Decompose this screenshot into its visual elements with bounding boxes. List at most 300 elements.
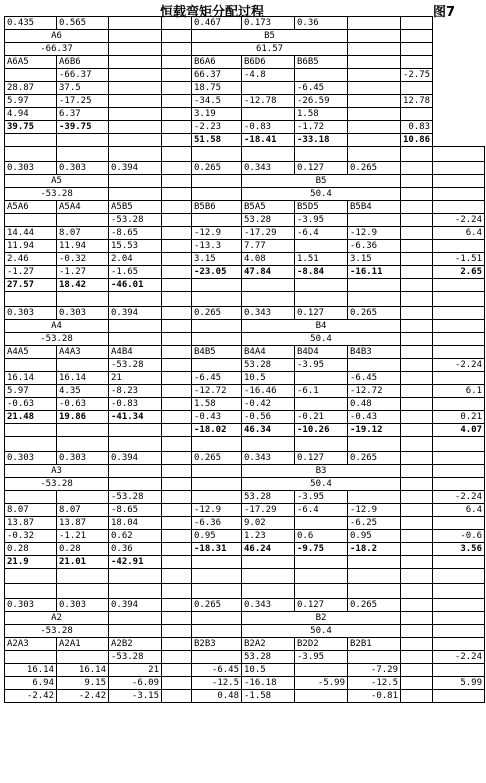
table-cell: -17.29 <box>242 504 295 517</box>
table-cell <box>109 30 162 43</box>
table-cell <box>162 346 192 359</box>
table-cell: 16.14 <box>5 372 57 385</box>
table-cell <box>401 175 433 188</box>
table-cell <box>162 162 192 175</box>
table-cell: 0.343 <box>242 162 295 175</box>
table-cell <box>433 333 485 346</box>
table-cell <box>162 201 192 214</box>
table-cell <box>401 690 433 703</box>
table-cell: 6.37 <box>57 108 109 121</box>
table-cell: 15.53 <box>109 240 162 253</box>
table-cell: -12.78 <box>242 95 295 108</box>
table-cell <box>401 201 433 214</box>
table-cell <box>433 279 485 292</box>
table-cell: -53.28 <box>109 359 162 372</box>
table-cell: -9.75 <box>295 543 348 556</box>
table-cell <box>162 372 192 385</box>
table-cell: 61.57 <box>192 43 348 56</box>
table-row <box>5 465 485 478</box>
moment-distribution-table <box>4 16 485 703</box>
table-cell <box>109 121 162 134</box>
table-cell: 0.303 <box>5 162 57 175</box>
table-cell <box>348 147 401 162</box>
table-cell <box>57 569 109 584</box>
table-cell <box>162 543 192 556</box>
table-cell: -0.42 <box>242 398 295 411</box>
table-cell <box>401 677 433 690</box>
table-cell <box>295 240 348 253</box>
table-cell <box>192 556 242 569</box>
table-cell <box>192 584 242 599</box>
table-cell: 0.303 <box>57 452 109 465</box>
table-cell: 0.21 <box>433 411 485 424</box>
table-cell: -0.32 <box>5 530 57 543</box>
table-row <box>5 307 485 320</box>
table-row <box>5 517 485 530</box>
table-cell <box>162 584 192 599</box>
table-cell <box>401 56 433 69</box>
table-cell <box>242 147 295 162</box>
table-cell <box>401 504 433 517</box>
table-cell <box>109 612 162 625</box>
table-row <box>5 424 485 437</box>
table-row <box>5 530 485 543</box>
table-cell: -0.43 <box>348 411 401 424</box>
table-cell <box>162 517 192 530</box>
table-cell: 50.4 <box>242 333 401 346</box>
table-cell <box>162 478 192 491</box>
table-cell: 0.265 <box>192 599 242 612</box>
table-cell: 27.57 <box>5 279 57 292</box>
table-cell: -0.83 <box>109 398 162 411</box>
table-cell <box>5 569 57 584</box>
table-cell: 16.14 <box>57 664 109 677</box>
table-row <box>5 17 485 30</box>
table-row <box>5 346 485 359</box>
table-cell: 0.36 <box>295 17 348 30</box>
table-cell: 6.4 <box>433 504 485 517</box>
table-cell: A4 <box>5 320 109 333</box>
table-cell: A6A5 <box>5 56 57 69</box>
table-cell <box>401 162 433 175</box>
table-cell: 10.86 <box>401 134 433 147</box>
table-cell: -3.95 <box>295 491 348 504</box>
table-cell <box>401 320 433 333</box>
table-row <box>5 30 485 43</box>
table-cell <box>401 612 433 625</box>
table-cell: -39.75 <box>57 121 109 134</box>
figure-label: 图7 <box>433 5 456 20</box>
table-cell <box>162 17 192 30</box>
table-cell <box>192 625 242 638</box>
table-cell: 0.265 <box>192 452 242 465</box>
table-cell <box>401 346 433 359</box>
table-cell <box>295 372 348 385</box>
table-cell: 4.08 <box>242 253 295 266</box>
table-cell: A3 <box>5 465 109 478</box>
table-cell <box>162 504 192 517</box>
table-cell: A5A4 <box>57 201 109 214</box>
table-cell: 16.14 <box>57 372 109 385</box>
table-cell <box>401 253 433 266</box>
table-row <box>5 240 485 253</box>
table-cell: -23.05 <box>192 266 242 279</box>
table-cell <box>57 134 109 147</box>
table-cell <box>162 569 192 584</box>
table-cell <box>109 43 162 56</box>
table-row <box>5 543 485 556</box>
table-cell <box>162 664 192 677</box>
table-cell: 53.28 <box>242 214 295 227</box>
table-cell <box>433 372 485 385</box>
table-cell <box>109 478 162 491</box>
table-cell <box>192 478 242 491</box>
table-cell: 0.265 <box>192 307 242 320</box>
table-cell <box>162 398 192 411</box>
table-cell <box>109 437 162 452</box>
table-cell <box>109 134 162 147</box>
table-cell <box>109 56 162 69</box>
table-cell: 1.23 <box>242 530 295 543</box>
table-cell: -53.28 <box>109 651 162 664</box>
table-cell <box>57 292 109 307</box>
table-cell <box>433 517 485 530</box>
table-row <box>5 227 485 240</box>
table-cell <box>162 121 192 134</box>
table-cell: -19.12 <box>348 424 401 437</box>
table-row <box>5 279 485 292</box>
table-cell: 0.83 <box>401 121 433 134</box>
table-cell: 12.78 <box>401 95 433 108</box>
table-cell <box>109 569 162 584</box>
table-cell <box>348 43 401 56</box>
table-cell: 4.35 <box>57 385 109 398</box>
table-cell <box>348 17 401 30</box>
table-cell <box>109 82 162 95</box>
table-cell: -6.4 <box>295 227 348 240</box>
table-cell: -3.95 <box>295 651 348 664</box>
table-cell: 19.86 <box>57 411 109 424</box>
table-row <box>5 320 485 333</box>
table-row <box>5 437 485 452</box>
table-cell <box>162 690 192 703</box>
table-cell: 53.28 <box>242 651 295 664</box>
table-cell <box>348 95 401 108</box>
table-cell <box>401 556 433 569</box>
table-cell: 3.15 <box>192 253 242 266</box>
table-cell: 39.75 <box>5 121 57 134</box>
table-cell <box>348 56 401 69</box>
table-cell: -5.99 <box>295 677 348 690</box>
table-cell: -6.4 <box>295 504 348 517</box>
table-row <box>5 359 485 372</box>
table-cell: -2.24 <box>433 491 485 504</box>
table-cell <box>348 279 401 292</box>
table-cell <box>109 175 162 188</box>
table-cell: 2.65 <box>433 266 485 279</box>
table-row <box>5 201 485 214</box>
table-cell <box>192 569 242 584</box>
table-cell: 47.84 <box>242 266 295 279</box>
table-cell <box>5 584 57 599</box>
table-cell <box>433 437 485 452</box>
table-cell: A6 <box>5 30 109 43</box>
table-row <box>5 556 485 569</box>
table-cell <box>433 465 485 478</box>
table-cell: -2.42 <box>57 690 109 703</box>
table-cell <box>162 240 192 253</box>
table-cell <box>109 292 162 307</box>
table-cell <box>348 437 401 452</box>
table-cell <box>162 612 192 625</box>
table-cell: -12.9 <box>348 504 401 517</box>
table-cell <box>401 17 433 30</box>
table-cell: -16.11 <box>348 266 401 279</box>
table-cell: -1.58 <box>242 690 295 703</box>
table-cell: B3 <box>242 465 401 478</box>
table-row <box>5 478 485 491</box>
table-cell: -46.01 <box>109 279 162 292</box>
table-cell <box>162 69 192 82</box>
table-cell <box>433 201 485 214</box>
table-row <box>5 677 485 690</box>
table-cell: -6.45 <box>295 82 348 95</box>
table-cell: -16.46 <box>242 385 295 398</box>
table-cell: -18.31 <box>192 543 242 556</box>
table-cell <box>401 465 433 478</box>
table-cell: -26.59 <box>295 95 348 108</box>
table-cell: 18.04 <box>109 517 162 530</box>
table-cell <box>192 279 242 292</box>
table-cell: -42.91 <box>109 556 162 569</box>
table-cell: 46.24 <box>242 543 295 556</box>
table-cell: -53.28 <box>109 214 162 227</box>
table-cell <box>192 188 242 201</box>
table-cell: 66.37 <box>192 69 242 82</box>
table-cell: -0.56 <box>242 411 295 424</box>
table-cell <box>348 134 401 147</box>
table-cell: 0.28 <box>5 543 57 556</box>
table-cell: -1.65 <box>109 266 162 279</box>
table-cell <box>162 175 192 188</box>
table-cell <box>401 214 433 227</box>
table-cell: A5B5 <box>109 201 162 214</box>
table-cell: -16.18 <box>242 677 295 690</box>
table-cell <box>433 188 485 201</box>
table-cell <box>433 478 485 491</box>
table-row <box>5 175 485 188</box>
table-cell <box>401 43 433 56</box>
table-cell: 2.46 <box>5 253 57 266</box>
table-cell: 53.28 <box>242 359 295 372</box>
table-cell <box>109 584 162 599</box>
table-cell <box>162 108 192 121</box>
table-cell <box>348 491 401 504</box>
table-cell: B6A6 <box>192 56 242 69</box>
table-cell <box>162 530 192 543</box>
table-cell: -66.37 <box>57 69 109 82</box>
table-cell: B2B3 <box>192 638 242 651</box>
table-cell <box>109 147 162 162</box>
table-cell: -0.63 <box>5 398 57 411</box>
table-cell <box>348 292 401 307</box>
table-cell: 0.343 <box>242 307 295 320</box>
table-cell: 0.265 <box>192 162 242 175</box>
table-cell: 51.58 <box>192 134 242 147</box>
table-cell <box>433 320 485 333</box>
table-cell <box>162 134 192 147</box>
table-cell <box>162 253 192 266</box>
table-cell <box>401 292 433 307</box>
table-cell <box>162 320 192 333</box>
table-cell: 3.15 <box>348 253 401 266</box>
table-cell: -0.81 <box>348 690 401 703</box>
table-cell: B4 <box>242 320 401 333</box>
table-cell: 0.265 <box>348 307 401 320</box>
table-cell <box>162 56 192 69</box>
table-row <box>5 162 485 175</box>
table-cell <box>242 437 295 452</box>
table-row <box>5 188 485 201</box>
table-cell: 0.36 <box>109 543 162 556</box>
table-cell <box>109 188 162 201</box>
table-cell: B5D5 <box>295 201 348 214</box>
table-cell: 13.87 <box>5 517 57 530</box>
table-cell: -6.45 <box>192 664 242 677</box>
table-cell <box>242 108 295 121</box>
table-cell <box>192 333 242 346</box>
table-cell: -41.34 <box>109 411 162 424</box>
table-cell: B5A5 <box>242 201 295 214</box>
table-cell <box>162 82 192 95</box>
table-cell: 9.02 <box>242 517 295 530</box>
table-row <box>5 214 485 227</box>
table-cell <box>401 437 433 452</box>
table-cell: 0.127 <box>295 307 348 320</box>
table-cell <box>401 584 433 599</box>
table-row <box>5 385 485 398</box>
table-cell: 46.34 <box>242 424 295 437</box>
table-cell <box>162 437 192 452</box>
table-cell: -6.36 <box>192 517 242 530</box>
table-cell <box>192 612 242 625</box>
table-cell <box>433 584 485 599</box>
table-cell <box>295 584 348 599</box>
table-cell <box>162 625 192 638</box>
table-cell <box>401 664 433 677</box>
table-cell <box>5 214 57 227</box>
table-cell: -0.83 <box>242 121 295 134</box>
table-cell: B5B6 <box>192 201 242 214</box>
table-cell <box>348 82 401 95</box>
table-cell: 6.1 <box>433 385 485 398</box>
table-row <box>5 266 485 279</box>
table-cell: 0.303 <box>5 452 57 465</box>
table-cell <box>401 599 433 612</box>
table-cell <box>57 491 109 504</box>
table-cell: -17.29 <box>242 227 295 240</box>
table-cell: 14.44 <box>5 227 57 240</box>
table-row <box>5 452 485 465</box>
table-cell: 0.467 <box>192 17 242 30</box>
table-cell <box>162 385 192 398</box>
table-cell: 5.97 <box>5 385 57 398</box>
table-cell <box>5 651 57 664</box>
table-cell <box>348 121 401 134</box>
table-cell: 5.97 <box>5 95 57 108</box>
table-cell <box>348 108 401 121</box>
table-row <box>5 56 485 69</box>
table-cell: -1.72 <box>295 121 348 134</box>
table-row <box>5 638 485 651</box>
table-cell: 50.4 <box>242 625 401 638</box>
table-cell <box>348 69 401 82</box>
table-cell <box>348 30 401 43</box>
table-cell: B2 <box>242 612 401 625</box>
table-cell <box>109 95 162 108</box>
table-cell: 8.07 <box>57 227 109 240</box>
table-cell <box>242 82 295 95</box>
table-cell: A4A5 <box>5 346 57 359</box>
table-row <box>5 121 485 134</box>
table-cell: -13.3 <box>192 240 242 253</box>
table-cell <box>401 188 433 201</box>
table-cell <box>162 30 192 43</box>
table-cell <box>192 651 242 664</box>
table-cell: -0.6 <box>433 530 485 543</box>
table-cell: -6.45 <box>348 372 401 385</box>
table-cell: -12.9 <box>192 504 242 517</box>
table-cell: 0.394 <box>109 162 162 175</box>
table-cell: 0.62 <box>109 530 162 543</box>
table-cell <box>401 372 433 385</box>
table-cell: 53.28 <box>242 491 295 504</box>
table-row <box>5 411 485 424</box>
table-cell: -0.21 <box>295 411 348 424</box>
table-cell: -2.75 <box>401 69 433 82</box>
table-cell: 4.94 <box>5 108 57 121</box>
table-cell: 0.48 <box>192 690 242 703</box>
table-row <box>5 108 485 121</box>
table-cell: 0.303 <box>57 162 109 175</box>
table-cell <box>401 333 433 346</box>
table-cell: -6.25 <box>348 517 401 530</box>
table-cell <box>57 147 109 162</box>
table-cell: -6.1 <box>295 385 348 398</box>
table-cell: 10.5 <box>242 664 295 677</box>
table-cell <box>192 292 242 307</box>
table-cell <box>109 17 162 30</box>
table-cell: 0.28 <box>57 543 109 556</box>
table-cell: 0.173 <box>242 17 295 30</box>
table-cell <box>348 556 401 569</box>
table-cell: -3.15 <box>109 690 162 703</box>
table-row <box>5 372 485 385</box>
table-cell <box>162 599 192 612</box>
table-cell: -3.95 <box>295 359 348 372</box>
table-cell <box>433 175 485 188</box>
table-cell <box>192 214 242 227</box>
table-cell <box>57 651 109 664</box>
table-cell <box>433 569 485 584</box>
table-cell: -12.5 <box>192 677 242 690</box>
table-cell: 0.435 <box>5 17 57 30</box>
table-cell <box>162 556 192 569</box>
table-cell <box>295 292 348 307</box>
table-cell: 50.4 <box>242 478 401 491</box>
table-cell: 3.56 <box>433 543 485 556</box>
table-cell: -8.65 <box>109 504 162 517</box>
